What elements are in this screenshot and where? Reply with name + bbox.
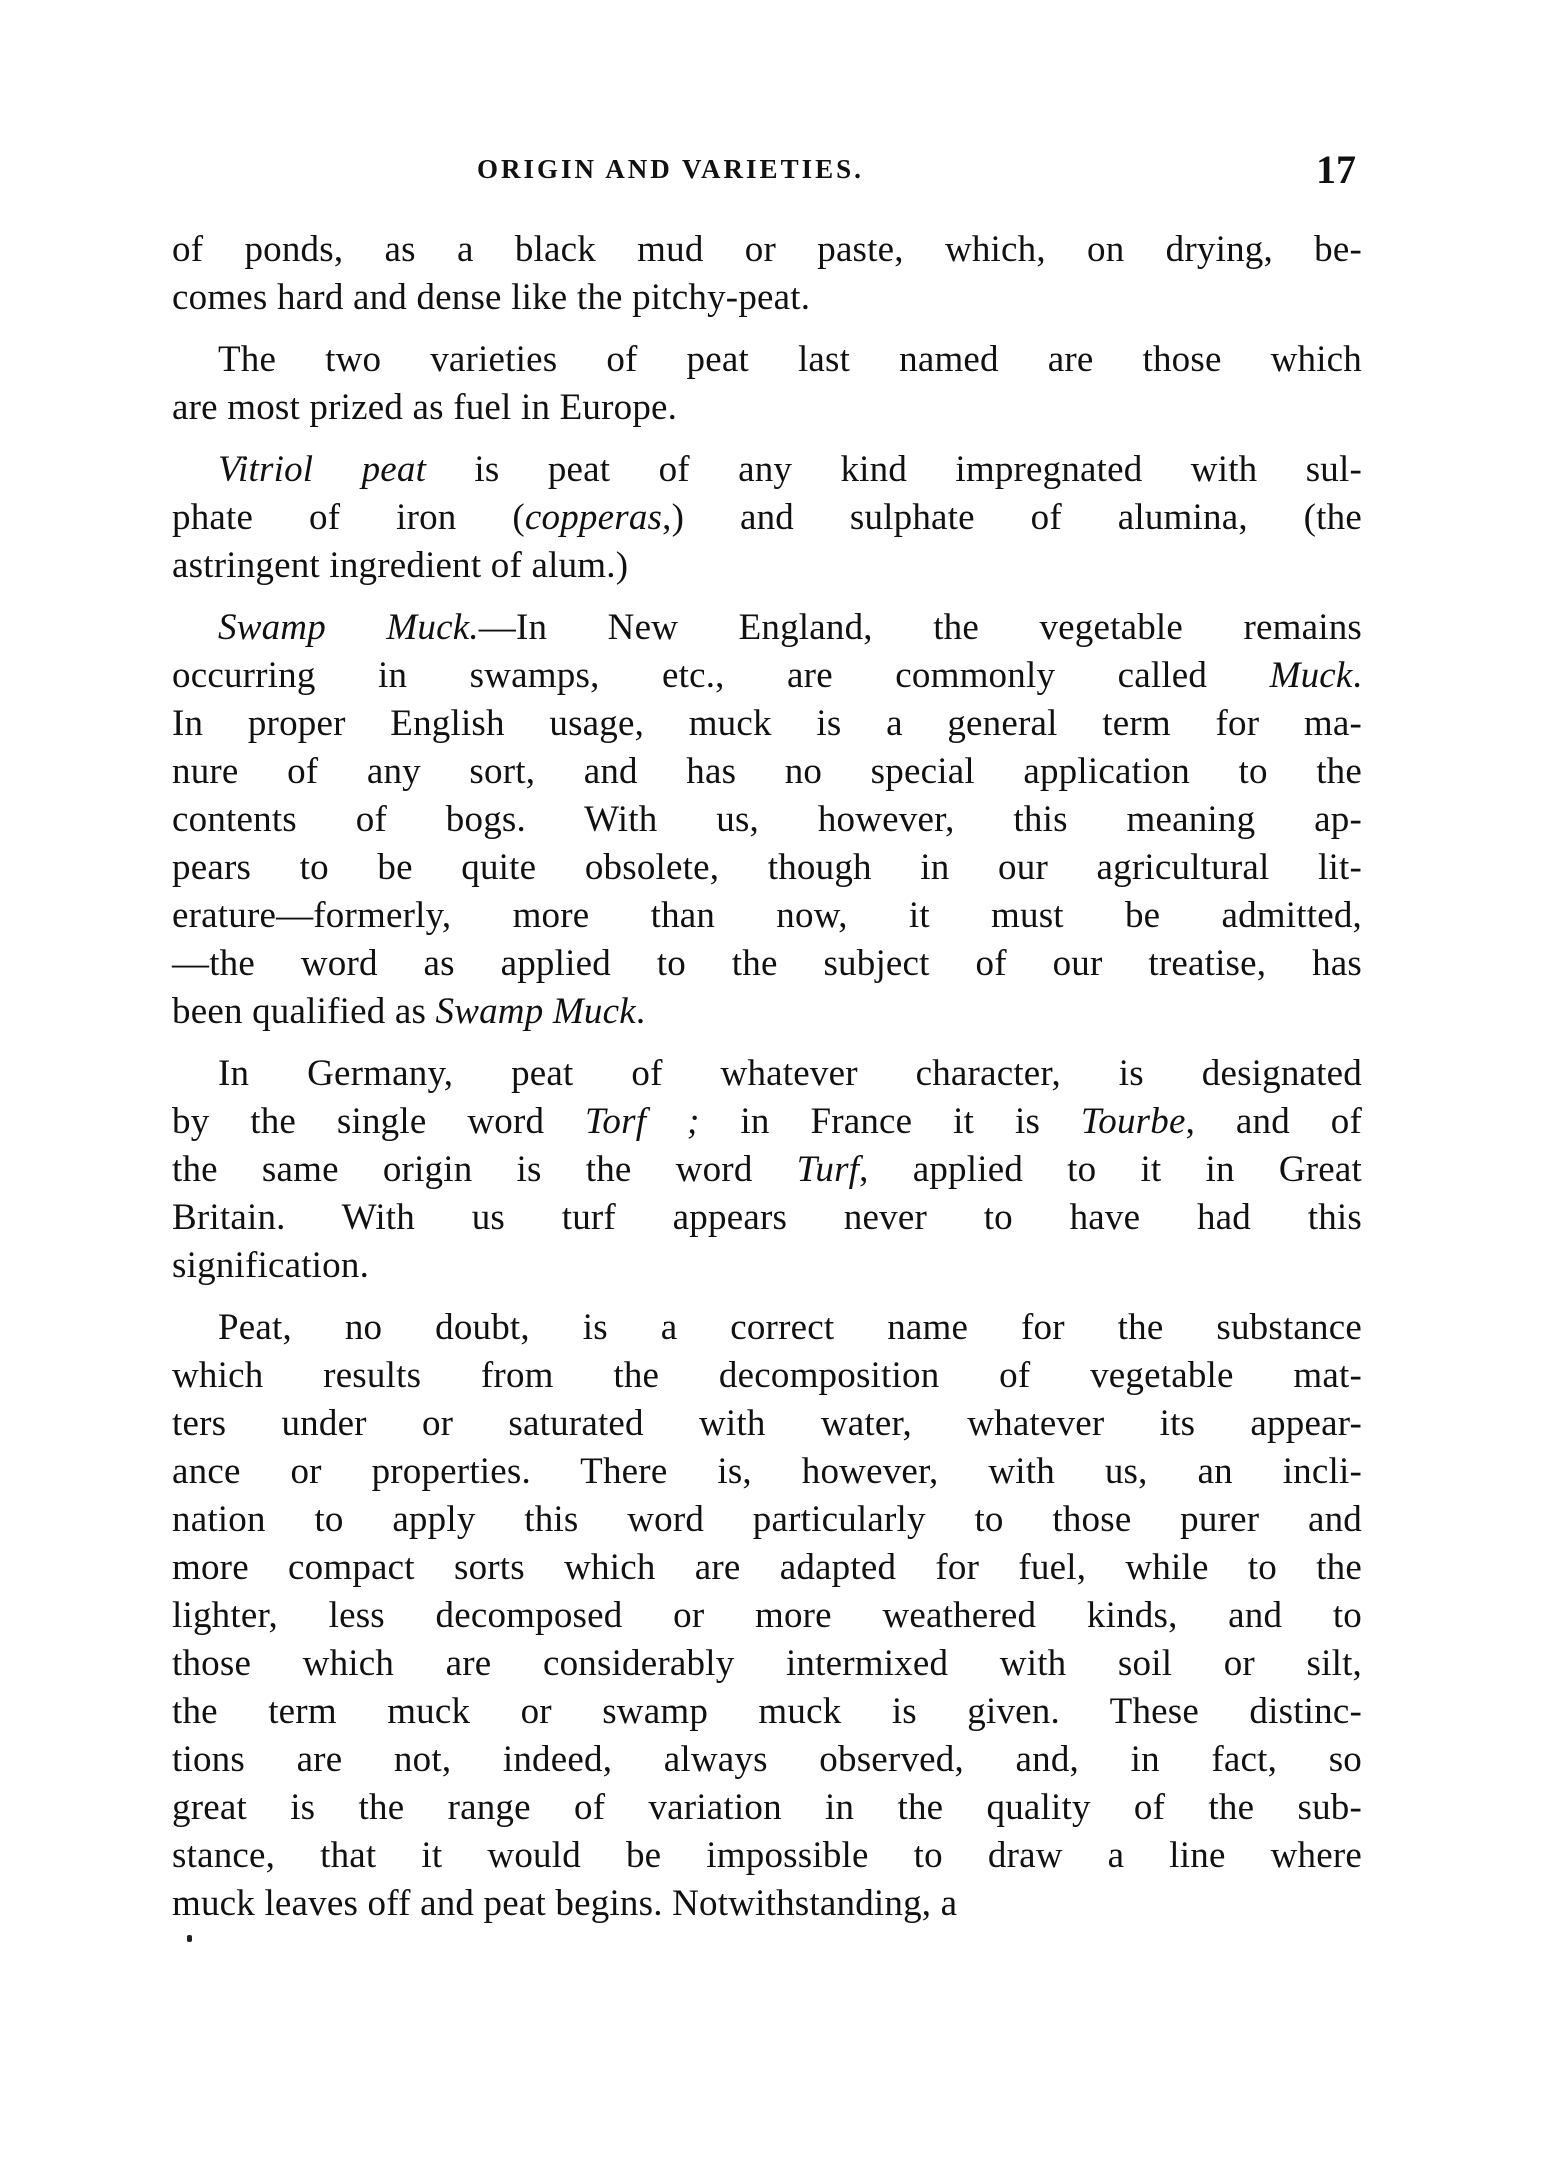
italic-term: Vitriol peat <box>218 449 427 490</box>
paragraph <box>172 336 1362 432</box>
text-line: of ponds, as a black mud or paste, which, on drying, be- <box>172 229 1362 270</box>
text-line: ters under or saturated with water, whatever its appear- <box>172 1403 1362 1444</box>
text-line: Swamp Muck.—In New England, the vegetable remains <box>218 607 1362 648</box>
paragraph <box>172 446 1362 590</box>
text-line: great is the range of variation in the quality of the sub- <box>172 1787 1362 1828</box>
body-text <box>172 226 1362 1942</box>
text-line: The two varieties of peat last named are those which <box>218 339 1362 380</box>
text-line: by the single word Torf ; in France it is Tourbe, and of <box>172 1101 1362 1142</box>
text-line: the same origin is the word Turf, applied to it in Great <box>172 1149 1362 1190</box>
text-line: nation to apply this word particularly to those purer and <box>172 1499 1362 1540</box>
text-line: Vitriol peat is peat of any kind impregnated with sul- <box>218 449 1363 490</box>
text-line: nure of any sort, and has no special application to the <box>172 751 1362 792</box>
print-speck <box>187 1935 192 1942</box>
italic-term: Swamp Muck. <box>218 607 479 648</box>
text-line: those which are considerably intermixed with soil or silt, <box>172 1643 1362 1684</box>
text-line: In Germany, peat of whatever character, is designated <box>218 1053 1362 1094</box>
paragraph <box>172 604 1362 1036</box>
text-line: more compact sorts which are adapted for fuel, while to the <box>172 1547 1362 1588</box>
text-line: pears to be quite obsolete, though in our agricultural lit- <box>172 847 1362 888</box>
italic-term: copperas <box>524 497 663 538</box>
text-line: In proper English usage, muck is a general term for ma- <box>172 703 1362 744</box>
text-line: comes hard and dense like the pitchy-peat. <box>172 277 811 318</box>
text-line: are most prized as fuel in Europe. <box>172 387 678 428</box>
paragraph <box>172 1050 1362 1290</box>
italic-term: Swamp Muck <box>435 991 636 1032</box>
text-line: Britain. With us turf appears never to have had this <box>172 1197 1362 1238</box>
text-line: muck leaves off and peat begins. Notwithstanding, a <box>172 1883 958 1924</box>
paragraph <box>172 1304 1362 1928</box>
text-line: stance, that it would be impossible to draw a line where <box>172 1835 1362 1876</box>
text-line: contents of bogs. With us, however, this meaning ap- <box>172 799 1362 840</box>
text-line: signification. <box>172 1245 370 1286</box>
text-line: occurring in swamps, etc., are commonly called Muck. <box>172 655 1362 696</box>
paragraph <box>172 226 1362 322</box>
text-line: ance or properties. There is, however, with us, an incli- <box>172 1451 1362 1492</box>
running-title: ORIGIN AND VARIETIES. <box>477 154 864 184</box>
text-line: lighter, less decomposed or more weathered kinds, and to <box>172 1595 1362 1636</box>
text-line: been qualified as Swamp Muck. <box>172 991 646 1032</box>
text-line: —the word as applied to the subject of our treatise, has <box>172 943 1362 984</box>
text-line: the term muck or swamp muck is given. These distinc- <box>172 1691 1362 1732</box>
italic-term: Tourbe <box>1080 1101 1186 1142</box>
page-number: 17 <box>1316 147 1356 192</box>
text-line: tions are not, indeed, always observed, and, in fact, so <box>172 1739 1362 1780</box>
text-line: astringent ingredient of alum.) <box>172 545 629 586</box>
text-line: phate of iron (copperas,) and sulphate of alumina, (the <box>172 497 1362 538</box>
text-line: Peat, no doubt, is a correct name for the substance <box>218 1307 1362 1348</box>
text-line: erature—formerly, more than now, it must be admitted, <box>172 895 1362 936</box>
text-line: which results from the decomposition of vegetable mat- <box>172 1355 1362 1396</box>
italic-term: Muck <box>1269 655 1353 696</box>
running-head <box>172 147 1362 192</box>
italic-term: Turf <box>796 1149 860 1190</box>
italic-term: Torf ; <box>585 1101 700 1142</box>
